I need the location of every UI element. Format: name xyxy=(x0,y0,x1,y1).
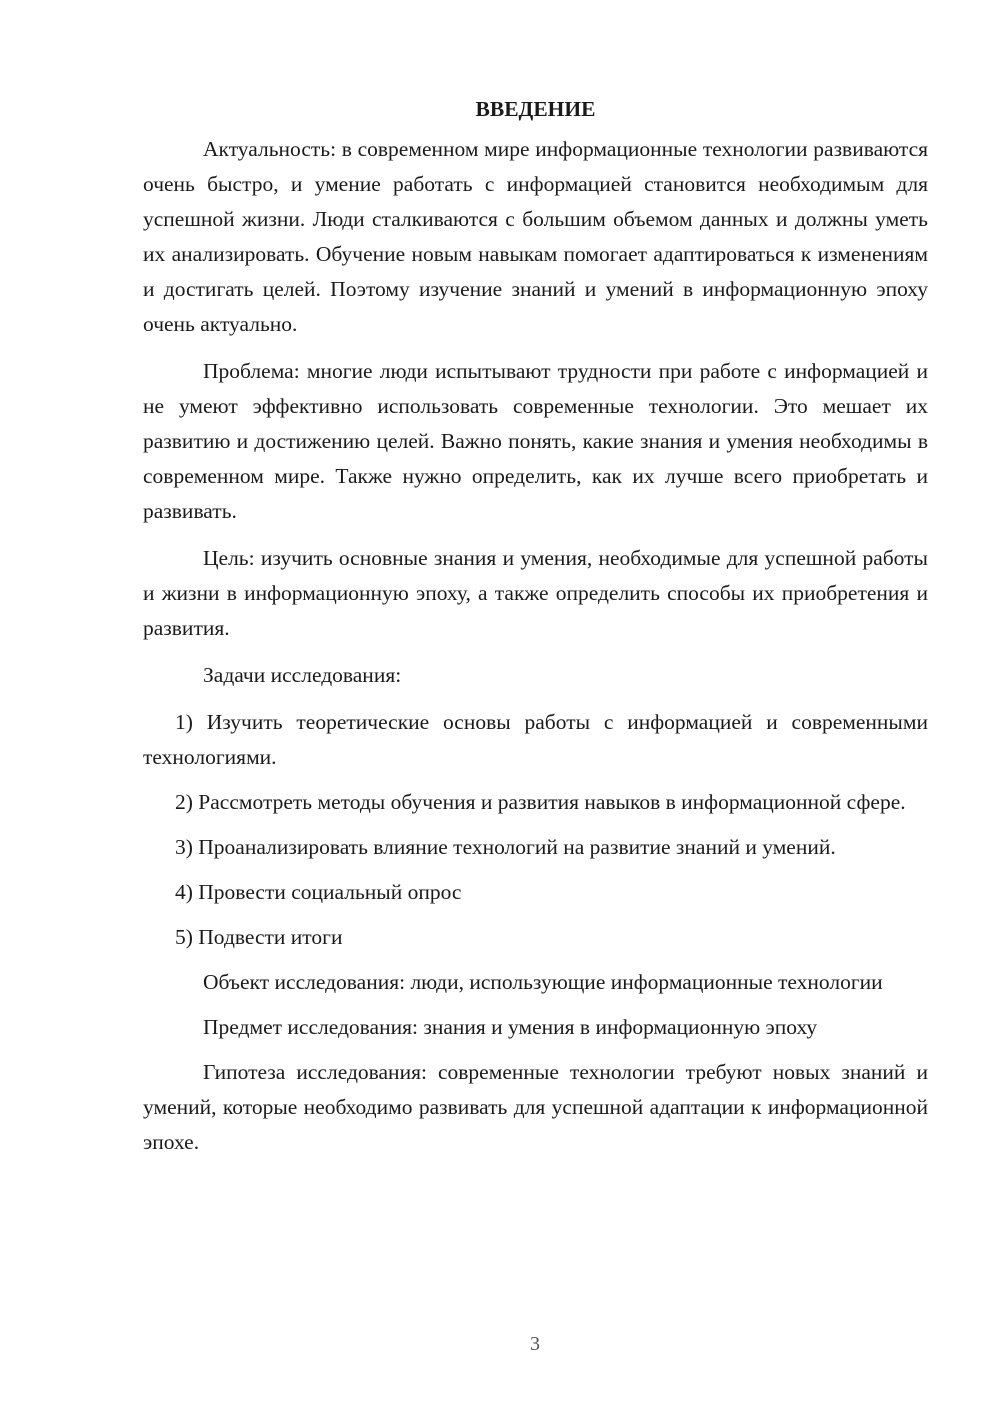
problem-paragraph: Проблема: многие люди испытывают трудности при работе с информацией и не умеют эффективно использовать современные технологии. Это мешает их развитию и достижению целей. Важно понять, какие знания и умения необходимы в современном мире. Также нужно определить, как их лучше всего приобретать и развивать. xyxy=(143,359,928,523)
subject-paragraph: Предмет исследования: знания и умения в информационную эпоху xyxy=(203,1015,818,1039)
tasks-heading: Задачи исследования: xyxy=(203,663,402,687)
task-item-5: 5) Подвести итоги xyxy=(175,925,343,949)
relevance-paragraph: Актуальность: в современном мире информационные технологии развиваются очень быстро, и умение работать с информацией становится необходимым для успешной жизни. Люди сталкиваются с большим объемом данных и должны уметь их анализировать. Обучение новым навыкам помогает адаптироваться к изменениям и достигать целей. Поэтому изучение знаний и умений в информационную эпоху очень актуально. xyxy=(143,137,928,336)
task-item-3: 3) Проанализировать влияние технологий на развитие знаний и умений. xyxy=(175,835,836,859)
page-number: 3 xyxy=(530,1333,540,1355)
hypothesis-paragraph: Гипотеза исследования: современные технологии требуют новых знаний и умений, которые необходимо развивать для успешной адаптации к информационной эпохе. xyxy=(143,1060,928,1154)
section-title: ВВЕДЕНИЕ xyxy=(475,97,596,121)
task-item-1: 1) Изучить теоретические основы работы с информацией и современными технологиями. xyxy=(143,710,928,769)
object-paragraph: Объект исследования: люди, использующие информационные технологии xyxy=(203,970,883,994)
task-item-2: 2) Рассмотреть методы обучения и развития навыков в информационной сфере. xyxy=(175,790,906,814)
task-item-4: 4) Провести социальный опрос xyxy=(175,880,462,904)
document-page xyxy=(143,92,928,1170)
goal-paragraph: Цель: изучить основные знания и умения, необходимые для успешной работы и жизни в информационную эпоху, а также определить способы их приобретения и развития. xyxy=(143,546,928,640)
